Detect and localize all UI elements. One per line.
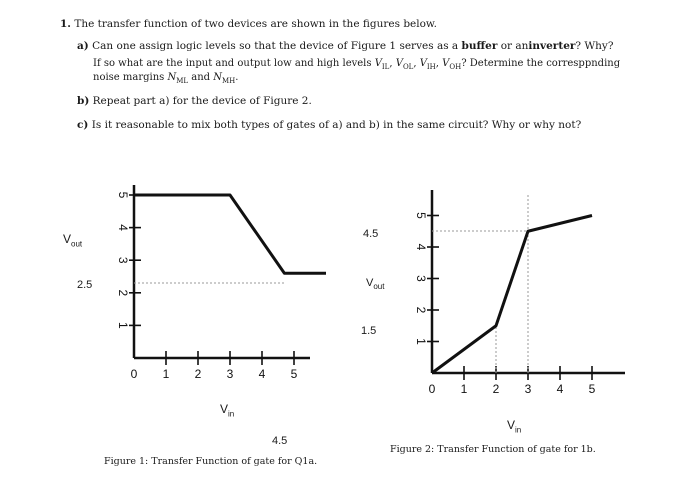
part-a-or: or an <box>500 40 529 52</box>
fig1-x-tick-label-4: 4 <box>258 367 266 381</box>
fig1-x-tick-label-0: 0 <box>130 367 138 381</box>
question-number: 1. <box>60 18 71 30</box>
fig1-y-tick-label-4: 4 <box>115 224 130 231</box>
fig1-y-tick-label-3: 3 <box>115 256 130 264</box>
part-c-text: Is it reasonable to mix both types of gates of a) and b) in the same circuit? Why or why not? <box>91 119 582 131</box>
fig1-xlabel: $V_{in}$ <box>220 402 235 419</box>
fig2-x-tick-label-2: 2 <box>492 382 500 396</box>
fig2-y-tick-label-5: 5 <box>413 212 428 219</box>
part-a-line3: noise margins $N_{ML}$ and $N_{MH}$. <box>93 72 239 85</box>
fig2-x-tick-label-5: 5 <box>588 382 596 396</box>
fig1-x-tick-label-1: 1 <box>162 367 170 381</box>
fig1-x-tick-label-5: 5 <box>290 367 298 381</box>
part-a-inverter: inverter <box>528 40 576 52</box>
fig1-y-tick-label-5: 5 <box>115 191 130 199</box>
fig2-ylabel: $V_{out}$ <box>366 277 385 292</box>
fig1-caption: Figure 1: Transfer Function of gate for Q1a. <box>104 456 318 467</box>
fig2-x-tick-label-4: 4 <box>556 382 564 396</box>
fig2-annotation-1-5: 1.5 <box>361 325 377 337</box>
part-c-label: c) <box>77 119 89 131</box>
fig2-x-tick-label-1: 1 <box>460 382 468 396</box>
fig1-transfer-curve <box>134 195 326 273</box>
part-a-why: ? Why? <box>575 40 614 52</box>
part-b-text: Repeat part a) for the device of Figure 2. <box>92 95 312 107</box>
part-a-line2: If so what are the input and output low and high levels $V_{IL}$, $V_{OL}$, $V_{IH}$, $V_{OH}$? Determine the corresppnding <box>93 58 621 71</box>
part-b-label: b) <box>77 95 90 107</box>
fig2-x-tick-label-0: 0 <box>428 382 436 396</box>
fig1-annotation-4-5: 4.5 <box>272 435 288 447</box>
fig1-y-tick-label-1: 1 <box>115 322 130 329</box>
fig1-ylabel: $V_{out}$ <box>63 232 83 249</box>
fig2-x-tick-label-3: 3 <box>524 382 532 396</box>
fig1-x-tick-label-2: 2 <box>194 367 202 381</box>
fig2-y-tick-label-3: 3 <box>413 275 428 282</box>
fig1-annotation-2-5: 2.5 <box>77 279 93 291</box>
part-a-buffer: buffer <box>461 40 498 52</box>
fig2-annotation-4-5: 4.5 <box>363 228 379 240</box>
part-a-label: a) <box>77 40 89 52</box>
fig2-xlabel: $V_{in}$ <box>507 418 522 435</box>
figure-2-plot <box>414 190 625 396</box>
fig2-caption: Figure 2: Transfer Function of gate for 1b. <box>390 444 596 455</box>
fig1-x-tick-label-3: 3 <box>226 367 234 381</box>
part-a-pre: Can one assign logic levels so that the device of Figure 1 serves as a <box>92 40 459 52</box>
fig2-transfer-curve <box>432 216 592 374</box>
question-intro-text: The transfer function of two devices are shown in the figures below. <box>74 18 438 30</box>
fig2-y-tick-label-2: 2 <box>413 306 428 314</box>
fig2-y-tick-label-4: 4 <box>413 243 428 251</box>
fig1-y-tick-label-2: 2 <box>115 289 130 297</box>
figure-1-plot <box>116 185 326 381</box>
fig2-y-tick-label-1: 1 <box>413 338 428 345</box>
